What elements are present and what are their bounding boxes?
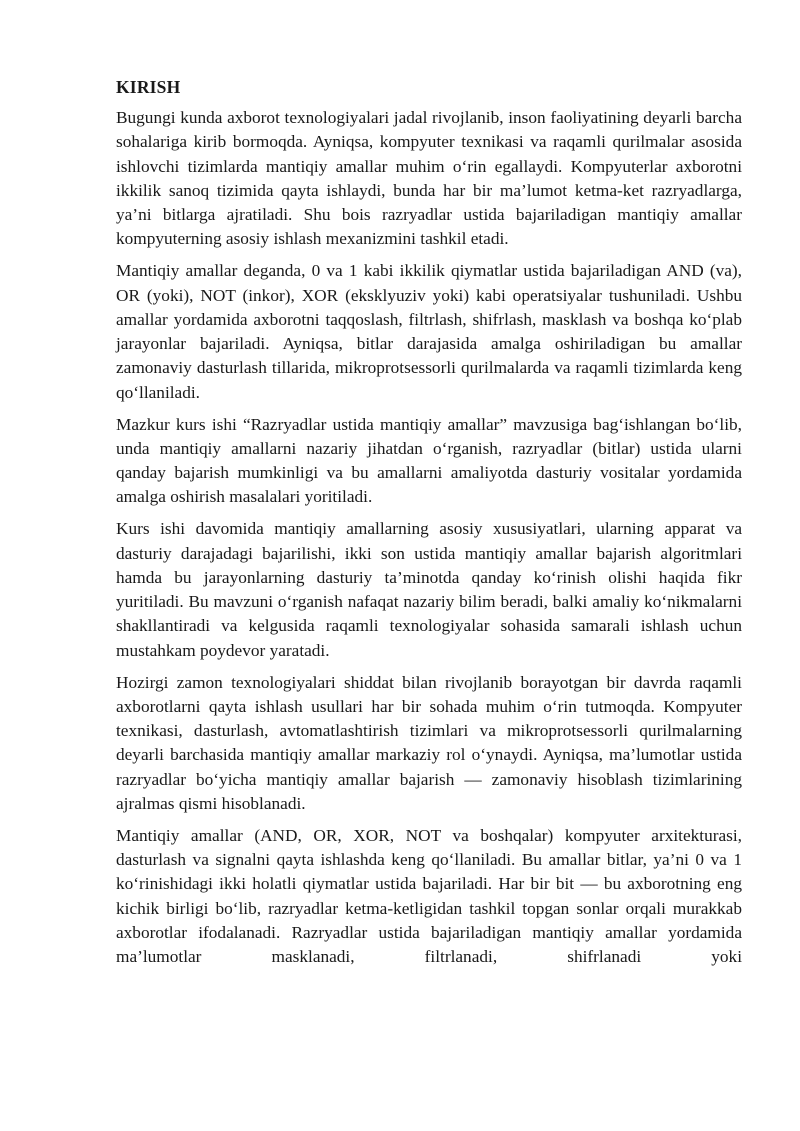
- paragraph-2: Mantiqiy amallar deganda, 0 va 1 kabi ikkilik qiymatlar ustida bajariladigan AND (va), OR (yoki), NOT (inkor), XOR (eksklyuziv yoki) kabi operatsiyalar tushuniladi. Ushbu amallar yordamida axborotni taqqoslash, filtrlash, shifrlash, masklash va boshqa ko‘plab jarayonlar bajariladi. Ayniqsa, bitlar darajasida amalga oshiriladigan bu amallar zamonaviy dasturlash tillarida, mikroprotsessorli qurilmalarda va raqamli tizimlarda keng qo‘llaniladi.: [116, 261, 742, 402]
- section-heading: KIRISH: [116, 77, 181, 97]
- paragraph-1: Bugungi kunda axborot texnologiyalari jadal rivojlanib, inson faoliyatining deyarli barcha sohalariga kirib bormoqda. Ayniqsa, kompyuter texnikasi va raqamli qurilmalar asosida ishlovchi tizimlarda mantiqiy amallar muhim o‘rin egallaydi. Kompyuterlar axborotni ikkilik sanoq tizimida qayta ishlaydi, bunda har bir ma’lumot ketma-ket razryadlarga, ya’ni bitlarga ajratiladi. Shu bois razryadlar ustida bajariladigan mantiqiy amallar kompyuterning asosiy ishlash mexanizmini tashkil etadi.: [116, 108, 742, 249]
- paragraph-5: Hozirgi zamon texnologiyalari shiddat bilan rivojlanib borayotgan bir davrda raqamli axborotlarni qayta ishlash usullari har bir sohada muhim o‘rin tutmoqda. Kompyuter texnikasi, dasturlash, avtomatlashtirish tizimlari va mikroprotsessorli qurilmalarning deyarli barchasida mantiqiy amallar markaziy rol o‘ynaydi. Ayniqsa, ma’lumotlar ustida razryadlar bo‘yicha mantiqiy amallar bajarish — zamonaviy hisoblash tizimlarining ajralmas qismi hisoblanadi.: [116, 672, 742, 814]
- paragraph-6: Mantiqiy amallar (AND, OR, XOR, NOT va boshqalar) kompyuter arxitekturasi, dasturlash va signalni qayta ishlashda keng qo‘llaniladi. Bu amallar bitlar, ya’ni 0 va 1 ko‘rinishidagi ikki holatli qiymatlar ustida bajariladi. Har bir bit — bu axborotning eng kichik birligi bo‘lib, razryadlar ketma-ketligidan tashkil topgan sonlar orqali murakkab axborotlar ifodalanadi. Razryadlar ustida bajariladigan mantiqiy amallar yordamida ma’lumotlar masklanadi, filtrlanadi, shifrlanadi yoki: [116, 825, 742, 967]
- paragraph-3: Mazkur kurs ishi “Razryadlar ustida mantiqiy amallar” mavzusiga bag‘ishlangan bo‘lib, unda mantiqiy amallarni nazariy jihatdan o‘rganish, razryadlar (bitlar) ustida ularni qanday bajarish mumkinligi va bu amallarni amaliyotda dasturiy vositalar yordamida amalga oshirish masalalari yoritiladi.: [116, 414, 742, 507]
- paragraph-4: Kurs ishi davomida mantiqiy amallarning asosiy xususiyatlari, ularning apparat va dasturiy darajadagi bajarilishi, ikki son ustida mantiqiy amallar bajarish algoritmlari hamda bu jarayonlarning dasturiy ta’minotda qanday ko‘rinish olishi haqida fikr yuritiladi. Bu mavzuni o‘rganish nafaqat nazariy bilim beradi, balki amaliy ko‘nikmalarni shakllantiradi va kelgusida raqamli texnologiyalar sohasida samarali ishlash uchun mustahkam poydevor yaratadi.: [116, 519, 742, 660]
